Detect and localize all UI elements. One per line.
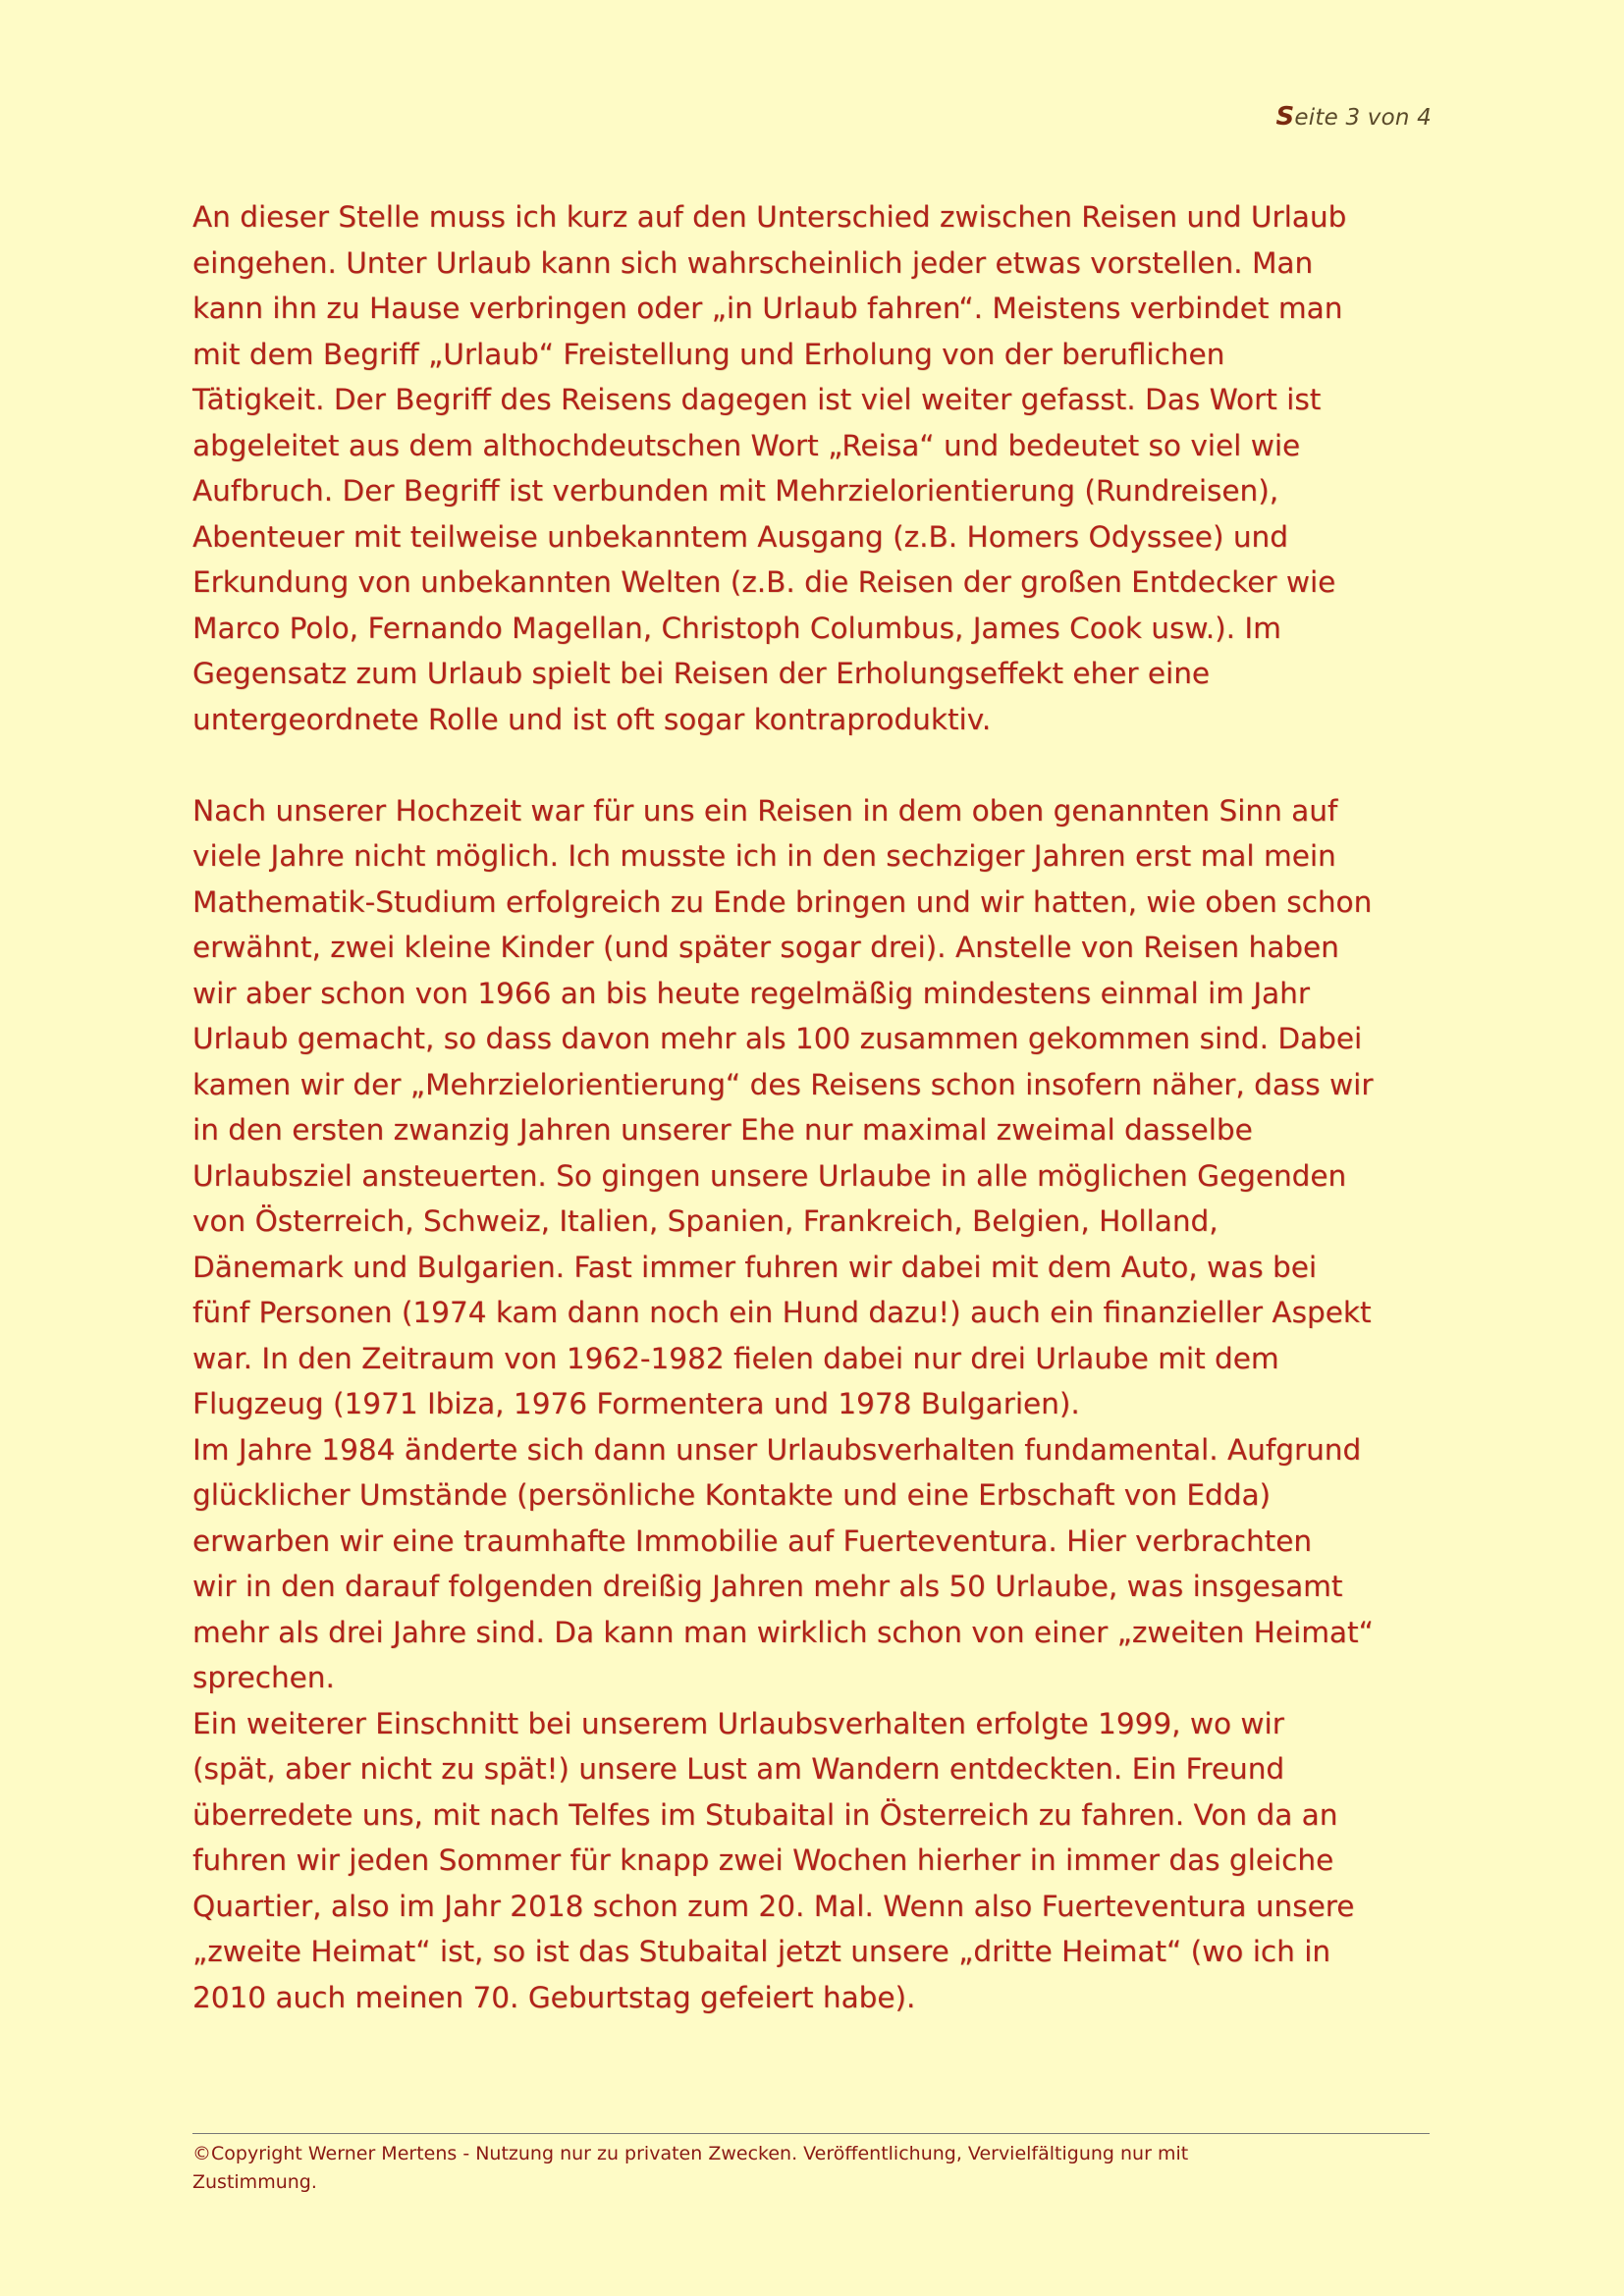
page-number-initial: S [1275,102,1295,132]
text-line: 2010 auch meinen 70. Geburtstag gefeiert habe). [192,1980,916,2014]
text-line: Marco Polo, Fernando Magellan, Christoph Columbus, James Cook usw.). Im [192,611,1281,645]
text-line: überredete uns, mit nach Telfes im Stubaital in Österreich zu fahren. Von da an [192,1797,1338,1832]
text-line: Erkundung von unbekannten Welten (z.B. die Reisen der großen Entdecker wie [192,565,1336,599]
text-line: (spät, aber nicht zu spät!) unsere Lust am Wandern entdeckten. Ein Freund [192,1752,1285,1786]
paragraph [192,1427,1439,1701]
paragraph [192,194,1439,742]
text-line: Gegensatz zum Urlaub spielt bei Reisen der Erholungseffekt eher eine [192,657,1211,690]
text-line: mehr als drei Jahre sind. Da kann man wirklich schon von einer „zweiten Heimat“ [192,1615,1374,1649]
text-line: kamen wir der „Mehrzielorientierung“ des Reisens schon insofern näher, dass wir [192,1067,1374,1101]
text-line: in den ersten zwanzig Jahren unserer Ehe nur maximal zweimal dasselbe [192,1113,1253,1147]
text-line: Mathematik-Studium erfolgreich zu Ende bringen und wir hatten, wie oben schon [192,884,1373,919]
text-line: sprechen. [192,1661,335,1694]
text-line: Aufbruch. Der Begriff ist verbunden mit Mehrzielorientierung (Rundreisen), [192,474,1279,507]
text-line: von Österreich, Schweiz, Italien, Spanien, Frankreich, Belgien, Holland, [192,1204,1218,1238]
text-line: Im Jahre 1984 änderte sich dann unser Urlaubsverhalten fundamental. Aufgrund [192,1432,1362,1467]
text-line: Tätigkeit. Der Begriff des Reisens dagegen ist viel weiter gefasst. Das Wort ist [192,383,1322,416]
text-line: erwähnt, zwei kleine Kinder (und später sogar drei). Anstelle von Reisen haben [192,931,1339,964]
paragraph [192,1701,1439,2021]
text-line: war. In den Zeitraum von 1962-1982 fielen dabei nur drei Urlaube mit dem [192,1341,1279,1375]
footer-line: Zustimmung. [192,2171,317,2193]
text-line: abgeleitet aus dem althochdeutschen Wort „Reisa“ und bedeutet so viel wie [192,428,1301,462]
text-line: fuhren wir jeden Sommer für knapp zwei Wochen hierher in immer das gleiche [192,1843,1334,1877]
paragraph [192,788,1439,1427]
footer-line: ©Copyright Werner Mertens - Nutzung nur zu privaten Zwecken. Veröffentlichung, Vervielfältigung nur mit [192,2143,1189,2164]
text-line: Dänemark und Bulgarien. Fast immer fuhren wir dabei mit dem Auto, was bei [192,1250,1318,1284]
text-line: erwarben wir eine traumhafte Immobilie auf Fuerteventura. Hier verbrachten [192,1523,1313,1558]
text-line: mit dem Begriff „Urlaub“ Freistellung und Erholung von der beruflichen [192,337,1225,371]
text-line: An dieser Stelle muss ich kurz auf den Unterschied zwischen Reisen und Urlaub [192,200,1347,234]
text-line: wir aber schon von 1966 an bis heute regelmäßig mindestens einmal im Jahr [192,976,1310,1010]
page-number-rest: eite 3 von 4 [1294,105,1432,131]
text-line: Nach unserer Hochzeit war für uns ein Reisen in dem oben genannten Sinn auf [192,793,1338,828]
text-line: Urlaub gemacht, so dass davon mehr als 100 zusammen gekommen sind. Dabei [192,1022,1363,1055]
text-line: Quartier, also im Jahr 2018 schon zum 20. Mal. Wenn also Fuerteventura unsere [192,1889,1355,1923]
text-line: viele Jahre nicht möglich. Ich musste ich in den sechziger Jahren erst mal mein [192,839,1336,873]
copyright-footer [192,2140,1439,2197]
text-line: „zweite Heimat“ ist, so ist das Stubaital jetzt unsere „dritte Heimat“ (wo ich in [192,1935,1331,1968]
footer-divider [192,2133,1430,2134]
text-line: Urlaubsziel ansteuerten. So gingen unsere Urlaube in alle möglichen Gegenden [192,1158,1347,1193]
text-line: Flugzeug (1971 Ibiza, 1976 Formentera und 1978 Bulgarien). [192,1387,1080,1420]
text-line: glücklicher Umstände (persönliche Kontakte und eine Erbschaft von Edda) [192,1478,1272,1512]
text-line: untergeordnete Rolle und ist oft sogar kontraproduktiv. [192,702,992,736]
page-number [1275,102,1432,132]
text-line: Ein weiterer Einschnitt bei unserem Urlaubsverhalten erfolgte 1999, wo wir [192,1706,1284,1740]
text-line: wir in den darauf folgenden dreißig Jahren mehr als 50 Urlaube, was insgesamt [192,1570,1343,1603]
text-line: Abenteuer mit teilweise unbekanntem Ausgang (z.B. Homers Odyssee) und [192,519,1288,554]
text-line: fünf Personen (1974 kam dann noch ein Hund dazu!) auch ein finanzieller Aspekt [192,1296,1372,1329]
body-text [192,194,1439,2020]
text-line: kann ihn zu Hause verbringen oder „in Urlaub fahren“. Meistens verbindet man [192,292,1343,325]
text-line: eingehen. Unter Urlaub kann sich wahrscheinlich jeder etwas vorstellen. Man [192,245,1314,280]
